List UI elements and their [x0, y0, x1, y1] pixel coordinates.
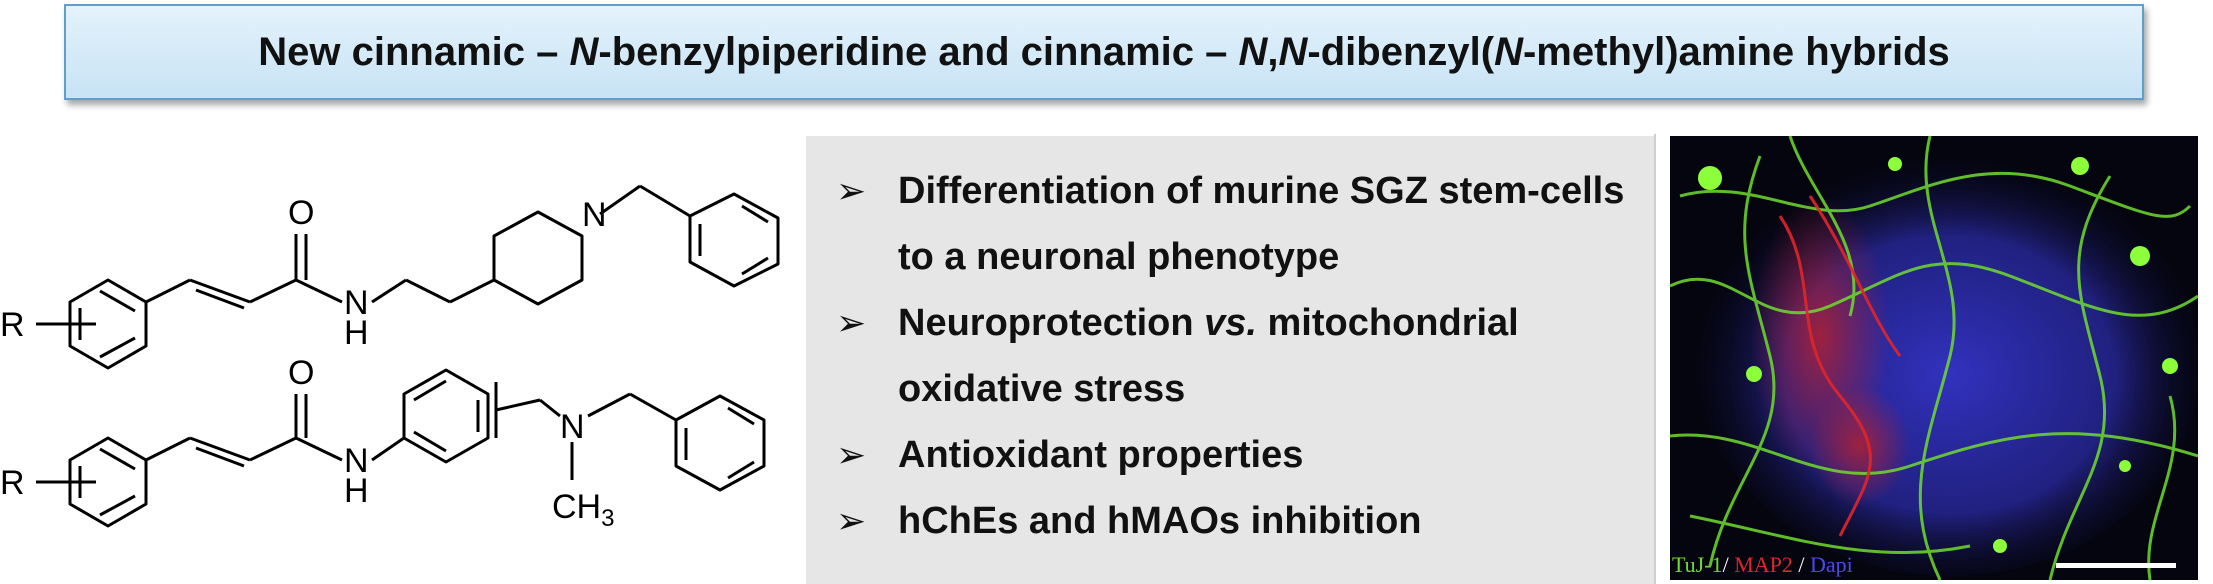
properties-panel — [806, 136, 1654, 584]
arrow-bullet-icon: ➢ — [836, 170, 867, 211]
title-banner — [64, 4, 2144, 100]
micrograph-image — [1670, 136, 2198, 580]
arrow-bullet-icon: ➢ — [836, 434, 867, 475]
property-item — [836, 422, 1654, 488]
arrow-bullet-icon: ➢ — [836, 302, 867, 343]
property-text: Antioxidant properties — [898, 434, 1304, 476]
property-item — [836, 488, 1654, 554]
divider — [1654, 134, 1656, 584]
r-substituent-top: R — [0, 306, 25, 344]
property-item — [836, 158, 1654, 290]
arrow-bullet-icon: ➢ — [836, 500, 867, 541]
property-text: Differentiation of murine SGZ stem-cells to a neuronal phenotype — [898, 170, 1625, 278]
stain-legend: TuJ-1/ MAP2 / Dapi — [1672, 552, 1853, 577]
scale-bar — [2056, 563, 2176, 568]
carbonyl-oxygen-top: O — [288, 194, 315, 232]
piperidine-nitrogen: N — [582, 196, 607, 234]
amide-hydrogen-bottom: H — [344, 472, 369, 510]
chemical-structures — [0, 138, 800, 584]
title-text: New cinnamic – N-benzylpiperidine and cinnamic – N,N-dibenzyl(N-methyl)amine hybrids — [258, 29, 1950, 74]
property-text: hChEs and hMAOs inhibition — [898, 500, 1422, 542]
fluorescence-micrograph — [1670, 136, 2198, 580]
amine-nitrogen: N — [560, 408, 585, 446]
property-item — [836, 290, 1654, 422]
r-substituent-bottom: R — [0, 464, 25, 502]
amide-nitrogen-top: N — [344, 284, 369, 322]
methyl-group: $CH_3$ — [552, 488, 615, 532]
carbonyl-oxygen-bottom: O — [288, 354, 315, 392]
amide-hydrogen-top: H — [344, 314, 369, 352]
amide-nitrogen-bottom: N — [344, 442, 369, 480]
property-text: Neuroprotection vs. mitochondrial oxidative stress — [898, 302, 1519, 410]
